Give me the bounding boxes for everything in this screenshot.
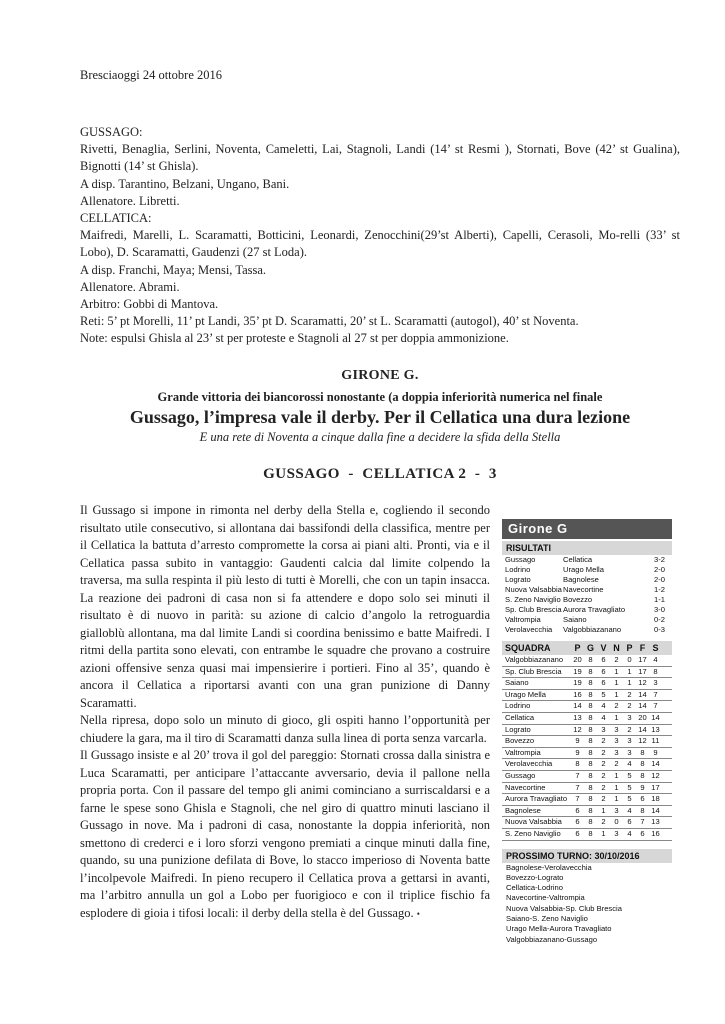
standings-header-drawn: N (613, 643, 620, 653)
standings-value-l: 1 (627, 666, 632, 676)
standings-value-n: 1 (614, 689, 619, 699)
result-away: Urago Mella (563, 565, 604, 574)
standings-value-l: 5 (627, 782, 632, 792)
standings-value-p: 20 (573, 655, 582, 664)
result-home: Lograto (505, 575, 531, 584)
next-round-match: Bagnolese-Verolavecchia (506, 862, 592, 872)
standings-value-f: 17 (638, 655, 647, 664)
standings-value-p: 6 (575, 805, 580, 815)
source-date: Bresciaoggi 24 ottobre 2016 (80, 68, 222, 82)
standings-value-f: 12 (638, 736, 647, 746)
standings-value-l: 3 (627, 747, 632, 757)
standings-value-f: 9 (640, 782, 645, 792)
standings-team: S. Zeno Naviglio (505, 828, 561, 838)
away-bench: A disp. Franchi, Maya; Mensi, Tassa. (80, 262, 267, 277)
next-round-heading: PROSSIMO TURNO: 30/10/2016 (502, 849, 672, 863)
standings-value-f: 14 (638, 724, 647, 734)
standings-team: Valtrompia (505, 747, 541, 757)
standings-value-g: 8 (588, 805, 593, 815)
result-score: 0-2 (654, 615, 665, 624)
standings-value-n: 1 (614, 712, 619, 722)
standings-value-s: 3 (653, 678, 658, 688)
standings-value-l: 5 (627, 770, 632, 780)
standings-value-n: 1 (614, 678, 619, 688)
standings-value-s: 7 (653, 701, 658, 711)
standings-team: Verolavecchia (505, 759, 553, 769)
standings-value-v: 2 (601, 794, 606, 804)
standings-value-s: 12 (651, 770, 660, 780)
standings-team: Valgobbiazanano (505, 655, 564, 664)
standings-value-f: 6 (640, 794, 645, 804)
standings-header (502, 641, 672, 655)
result-score: 1-2 (654, 585, 665, 594)
standings-header-team: SQUADRA (505, 643, 551, 653)
standings-header-won: V (600, 643, 607, 653)
standings-value-s: 4 (653, 655, 658, 664)
next-round-match: Valgobbiazanano-Gussago (506, 934, 598, 944)
result-row (502, 585, 672, 595)
article-headline: Gussago, l’impresa vale il derby. Per il Cellatica una dura lezione (129, 407, 631, 427)
standings-list (502, 655, 672, 841)
away-coach: Allenatore. Abrami. (80, 279, 180, 294)
standings-value-s: 9 (653, 747, 658, 757)
article-paragraph: Il Gussago si impone in rimonta nel derby della Stella e, cogliendo il secondo risultato utile consecutivo, si allontana dai bassifondi della classifica, mentre per il Cellatica la battuta d’arresto compromette la corsa ai piani alti. Pronti, via e il Cellatica passa subito in vantaggio: Gaudenti calcia dal limite colpendo la traversa, ma sulla respinta il più lesto di tutti è Morelli, che con un tapin insacca. La reazione dei padroni di casa non si fa attendere e dopo solo sei minuti il risultato è di nuovo in parità: su azione di calcio d’angolo la retroguardia gialloblù allontana, ma dal limite Landi si coordina benissimo e batte Maifredi. I ritmi della partita sono elevati, con entrambe le squadre che provano a costruire azioni offensive senza quasi mai impensierire i portieri. Fino al 35’, quando è ancora il Cellatica a riportarsi avanti con una gran punizione di Danny Scaramatti. (80, 503, 490, 710)
standings-value-l: 0 (627, 655, 632, 664)
result-away: Navecortine (563, 585, 604, 594)
standings-value-f: 14 (638, 701, 647, 711)
standings-row (502, 783, 672, 795)
standings-team: Cellatica (505, 712, 535, 722)
standings-value-l: 2 (627, 689, 632, 699)
standings-value-g: 8 (588, 747, 593, 757)
result-home: Lodrino (505, 565, 531, 574)
standings-value-v: 4 (601, 712, 606, 722)
standings-value-n: 3 (614, 828, 619, 838)
standings-value-s: 17 (651, 782, 660, 792)
standings-value-g: 8 (588, 701, 593, 711)
standings-row (502, 655, 672, 667)
article-summary: E una rete di Noventa a cinque dalla fine a decidere la sfida della Stella (199, 430, 561, 444)
standings-value-v: 1 (601, 805, 606, 815)
standings-team: Lograto (505, 724, 531, 734)
standings-value-v: 2 (601, 782, 606, 792)
standings-value-n: 2 (614, 701, 619, 711)
standings-value-p: 6 (575, 828, 580, 838)
standings-value-n: 3 (614, 805, 619, 815)
standings-value-f: 14 (638, 689, 647, 699)
standings-value-v: 2 (601, 736, 606, 746)
standings-value-s: 18 (651, 794, 660, 804)
result-row (502, 575, 672, 585)
home-team-label: GUSSAGO: (80, 125, 143, 139)
standings-value-v: 2 (601, 817, 606, 827)
goals: Reti: 5’ pt Morelli, 11’ pt Landi, 35’ pt D. Scaramatti, 20’ st L. Scaramatti (autogol), 40’ st Noventa. (80, 314, 579, 329)
standings-value-p: 9 (575, 736, 580, 746)
standings-value-s: 13 (651, 724, 660, 734)
result-home: Gussago (505, 555, 536, 564)
result-away: Cellatica (563, 555, 593, 564)
standings-value-v: 4 (601, 701, 606, 711)
standings-header-lost: P (626, 643, 633, 653)
standings-team: Bovezzo (505, 736, 535, 746)
standings-value-g: 8 (588, 794, 593, 804)
standings-row (502, 701, 672, 713)
standings-header-against: S (652, 643, 659, 653)
result-score: 3-2 (654, 555, 665, 564)
standings-team: Bagnolese (505, 805, 541, 815)
standings-team: Nuova Valsabbia (505, 817, 562, 827)
standings-value-p: 7 (575, 770, 580, 780)
home-bench: A disp. Tarantino, Belzani, Ungano, Bani. (80, 176, 290, 191)
standings-value-l: 6 (627, 817, 632, 827)
result-away: Bagnolese (563, 575, 599, 584)
standings-value-l: 2 (627, 701, 632, 711)
standings-value-g: 8 (588, 666, 593, 676)
away-players: Maifredi, Marelli, L. Scaramatti, Botticini, Leonardi, Zenocchini(29’st Alberti), Capelli, Cerasoli, Mo-relli (33’ st Lobo), D. Scaramatti, Gaudenzi (27 st Loda). (80, 228, 680, 260)
result-score: 2-0 (654, 575, 665, 584)
lineups-block (80, 124, 680, 348)
result-row (502, 555, 672, 565)
standings-value-f: 8 (640, 747, 645, 757)
standings-value-v: 6 (601, 655, 606, 664)
standings-value-p: 9 (575, 747, 580, 757)
standings-box (502, 519, 672, 981)
standings-team: Lodrino (505, 701, 531, 711)
next-round-match: Nuova Valsabbia-Sp. Club Brescia (506, 903, 622, 913)
standings-value-n: 3 (614, 724, 619, 734)
standings-value-f: 7 (640, 817, 645, 827)
standings-value-g: 8 (588, 712, 593, 722)
next-round-match: Cellatica-Lodrino (506, 883, 563, 893)
standings-value-p: 6 (575, 817, 580, 827)
standings-value-p: 7 (575, 794, 580, 804)
standings-value-g: 8 (588, 724, 593, 734)
standings-row (502, 817, 672, 829)
standings-value-v: 1 (601, 828, 606, 838)
standings-team: Urago Mella (505, 689, 546, 699)
standings-value-p: 19 (573, 678, 582, 688)
next-round-match: Navecortine-Valtrompia (506, 893, 585, 903)
standings-row (502, 759, 672, 771)
standings-value-n: 3 (614, 736, 619, 746)
result-home: S. Zeno Naviglio (505, 595, 561, 604)
result-row (502, 565, 672, 575)
notes: Note: espulsi Ghisla al 23’ st per proteste e Stagnoli al 27 st per doppia ammonizione. (80, 331, 509, 346)
standings-value-g: 8 (588, 828, 593, 838)
standings-value-g: 8 (588, 689, 593, 699)
box-title: Girone G (502, 519, 672, 539)
standings-row (502, 725, 672, 737)
standings-value-v: 2 (601, 770, 606, 780)
standings-value-n: 1 (614, 782, 619, 792)
standings-value-s: 13 (651, 817, 660, 827)
result-away: Saiano (563, 615, 587, 624)
standings-value-s: 14 (651, 712, 660, 722)
standings-value-g: 8 (588, 770, 593, 780)
standings-value-l: 4 (627, 805, 632, 815)
standings-value-l: 2 (627, 724, 632, 734)
next-round-list (502, 863, 672, 945)
standings-value-n: 2 (614, 655, 619, 664)
result-away: Bovezzo (563, 595, 593, 604)
standings-value-f: 17 (638, 666, 647, 676)
article-paragraph: Nella ripresa, dopo solo un minuto di gioco, gli ospiti hanno l’opportunità per chiudere la gara, ma il tiro di Scaramatti danza sulla linea di porta senza varcarla. (80, 713, 490, 745)
article-paragraph (80, 747, 490, 923)
next-round-match: Saiano-S. Zeno Naviglio (506, 913, 588, 923)
standings-value-n: 1 (614, 770, 619, 780)
standings-value-p: 12 (573, 724, 582, 734)
standings-value-v: 6 (601, 666, 606, 676)
standings-value-s: 8 (653, 666, 658, 676)
result-home: Verolavecchia (505, 625, 553, 634)
standings-header-points: P (574, 643, 581, 653)
referee: Arbitro: Gobbi di Mantova. (80, 297, 219, 312)
standings-value-f: 8 (640, 770, 645, 780)
standings-value-f: 12 (638, 678, 647, 688)
standings-row (502, 736, 672, 748)
standings-value-g: 8 (588, 817, 593, 827)
result-score: 2-0 (654, 565, 665, 574)
standings-value-f: 8 (640, 805, 645, 815)
home-coach: Allenatore. Libretti. (80, 193, 180, 208)
standings-value-s: 14 (651, 759, 660, 769)
standings-row (502, 690, 672, 702)
result-score: 3-0 (654, 605, 665, 614)
away-team-label: CELLATICA: (80, 211, 152, 226)
standings-header-for: F (639, 643, 646, 653)
result-row (502, 625, 672, 635)
standings-value-n: 2 (614, 759, 619, 769)
standings-value-g: 8 (588, 736, 593, 746)
group-heading: GIRONE G. (341, 368, 419, 383)
result-row (502, 595, 672, 605)
standings-value-s: 14 (651, 805, 660, 815)
standings-team: Saiano (505, 678, 529, 688)
standings-value-f: 20 (638, 712, 647, 722)
standings-value-s: 11 (651, 736, 660, 746)
standings-value-s: 16 (651, 828, 660, 838)
standings-value-g: 8 (588, 655, 593, 664)
standings-team: Gussago (505, 770, 536, 780)
standings-value-p: 16 (573, 689, 582, 699)
standings-value-l: 3 (627, 736, 632, 746)
standings-row (502, 771, 672, 783)
results-list (502, 555, 672, 635)
home-players: Rivetti, Benaglia, Serlini, Noventa, Cameletti, Lai, Stagnoli, Landi (14’ st Resmi ), Stornati, Bove (42’ st Gualina), Bignotti (14’ st Ghisla). (80, 142, 680, 174)
standings-value-g: 8 (588, 759, 593, 769)
result-score: 0-3 (654, 625, 665, 634)
standings-value-f: 8 (640, 759, 645, 769)
standings-value-f: 6 (640, 828, 645, 838)
standings-row (502, 678, 672, 690)
standings-value-l: 3 (627, 712, 632, 722)
standings-value-g: 8 (588, 678, 593, 688)
standings-value-n: 1 (614, 794, 619, 804)
standings-row (502, 806, 672, 818)
standings-value-v: 2 (601, 747, 606, 757)
article-body (80, 502, 490, 923)
standings-value-n: 1 (614, 666, 619, 676)
result-away: Aurora Travagliato (563, 605, 626, 614)
standings-value-p: 7 (575, 782, 580, 792)
standings-value-l: 4 (627, 759, 632, 769)
standings-value-n: 3 (614, 747, 619, 757)
result-row (502, 615, 672, 625)
next-round-match: Urago Mella-Aurora Travagliato (506, 924, 612, 934)
standings-value-n: 0 (614, 817, 619, 827)
article-paragraph-text: Il Gussago insiste e al 20’ trova il gol del pareggio: Stornati crossa dalla sinistra e Luca Scaramatti, per anticipare l’attaccante avversario, devia il pallone nella propria porta. Con il passare del tempo gli animi cominciano a surriscaldarsi e a farne le spese sono Ghisla e Stagnoli, che nel giro di quattro minuti lasciano il Gussago in nove. Ma i padroni di casa, nonostante la doppia inferiorità, non smettono di crederci e i loro sforzi vengono premiati a cinque minuti dalla fine, quando, su una punizione defilata di Bove, lo stacco imperioso di Noventa batte l’incolpevole Maifredi. In pieno recupero il Cellatica prova a gettarsi in avanti, ma l’arbitro annulla un gol a Lobo per fuorigioco e con il triplice fischio fa esplodere di gioia i tifosi locali: il derby della stella è del Gussago. (80, 748, 490, 920)
standings-value-g: 8 (588, 782, 593, 792)
end-mark: • (416, 908, 420, 919)
standings-row (502, 748, 672, 760)
result-row (502, 605, 672, 615)
standings-team: Sp. Club Brescia (505, 666, 562, 676)
standings-value-v: 6 (601, 678, 606, 688)
standings-value-p: 8 (575, 759, 580, 769)
standings-value-s: 7 (653, 689, 658, 699)
standings-value-l: 5 (627, 794, 632, 804)
standings-value-p: 13 (573, 712, 582, 722)
result-away: Valgobbiazanano (563, 625, 622, 634)
standings-value-l: 4 (627, 828, 632, 838)
standings-team: Navecortine (505, 782, 546, 792)
standings-header-played: G (586, 643, 594, 653)
result-score: 1-1 (654, 595, 665, 604)
standings-value-p: 14 (573, 701, 582, 711)
standings-team: Aurora Travagliato (505, 794, 568, 804)
standings-value-v: 3 (601, 724, 606, 734)
result-home: Valtrompia (505, 615, 541, 624)
standings-row (502, 667, 672, 679)
standings-row (502, 713, 672, 725)
results-heading: RISULTATI (502, 541, 672, 555)
standings-row (502, 794, 672, 806)
next-round-match: Bovezzo-Lograto (506, 872, 564, 882)
standings-value-v: 2 (601, 759, 606, 769)
result-home: Nuova Valsabbia (505, 585, 562, 594)
standings-row (502, 829, 672, 841)
standings-value-l: 1 (627, 678, 632, 688)
standings-value-v: 5 (601, 689, 606, 699)
result-home: Sp. Club Brescia (505, 605, 562, 614)
standings-value-p: 19 (573, 666, 582, 676)
article-kicker: Grande vittoria dei biancorossi nonostante (a doppia inferiorità numerica nel finale (157, 390, 603, 404)
match-scoreline: GUSSAGO - CELLATICA 2 - 3 (263, 466, 497, 482)
